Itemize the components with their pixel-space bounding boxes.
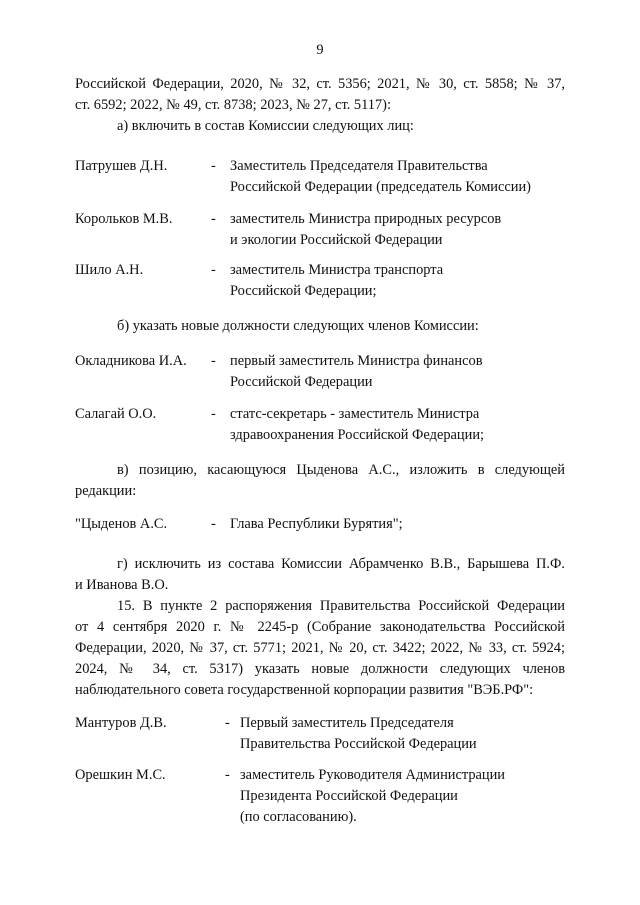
position-title <box>240 765 585 828</box>
position-title <box>230 351 575 393</box>
position-line: и экологии Российской Федерации <box>230 232 443 248</box>
dash-separator: - <box>211 211 216 227</box>
item-15-line-3: Федерации, 2020, № 37, ст. 5771; 2021, № 20, ст. 3422; 2022, № 33, ст. 5924; <box>75 640 565 656</box>
person-name: Шило А.Н. <box>75 262 144 278</box>
position-line: Российской Федерации <box>230 374 373 390</box>
item-15-line-1: 15. В пункте 2 распоряжения Правительства Российской Федерации <box>117 598 565 614</box>
list-v-entry-tsydenov <box>75 514 575 538</box>
person-name: Орешкин М.С. <box>75 767 166 783</box>
item-15-line-2: от 4 сентября 2020 г. № 2245-р (Собрание законодательства Российской <box>75 619 565 635</box>
position-title: Глава Республики Бурятия"; <box>230 516 403 532</box>
position-title <box>230 260 575 302</box>
item-15-line-4: 2024, № 34, ст. 5317) указать новые должности следующих членов <box>75 661 565 677</box>
intro-paragraph-line-1: Российской Федерации, 2020, № 32, ст. 5356; 2021, № 30, ст. 5858; № 37, <box>75 76 565 92</box>
person-name: Патрушев Д.Н. <box>75 158 168 174</box>
dash-separator: - <box>211 406 216 422</box>
position-line: Заместитель Председателя Правительства <box>230 158 488 174</box>
position-title <box>230 209 575 251</box>
position-line: Российской Федерации (председатель Комиссии) <box>230 179 531 195</box>
person-name: Мантуров Д.В. <box>75 715 167 731</box>
position-line: Правительства Российской Федерации <box>240 736 477 752</box>
position-line: статс-секретарь - заместитель Министра <box>230 406 480 422</box>
item-g-heading-line-2: и Иванова В.О. <box>75 577 169 593</box>
person-name: "Цыденов А.С. <box>75 516 168 532</box>
position-title <box>240 713 585 755</box>
position-title <box>230 404 575 446</box>
position-line: заместитель Министра транспорта <box>230 262 444 278</box>
person-name: Салагай О.О. <box>75 406 157 422</box>
item-a-heading: а) включить в состав Комиссии следующих лиц: <box>117 118 414 134</box>
position-title <box>230 156 575 198</box>
position-line: Российской Федерации; <box>230 283 377 299</box>
position-line: Первый заместитель Председателя <box>240 715 454 731</box>
person-name: Корольков М.В. <box>75 211 173 227</box>
intro-paragraph-line-2: ст. 6592; 2022, № 49, ст. 8738; 2023, № 27, ст. 5117): <box>75 97 391 113</box>
dash-separator: - <box>211 353 216 369</box>
position-line: (по согласованию). <box>240 809 357 825</box>
list-15-entry-oreshkin <box>75 765 575 835</box>
position-line: Президента Российской Федерации <box>240 788 458 804</box>
page-number: 9 <box>316 42 324 58</box>
position-line: заместитель Руководителя Администрации <box>240 767 506 783</box>
item-b-heading: б) указать новые должности следующих членов Комиссии: <box>117 318 479 334</box>
dash-separator: - <box>211 516 216 532</box>
item-g-heading-line-1: г) исключить из состава Комиссии Абрамченко В.В., Барышева П.Ф. <box>117 556 565 572</box>
dash-separator: - <box>211 158 216 174</box>
position-line: здравоохранения Российской Федерации; <box>230 427 485 443</box>
dash-separator: - <box>225 767 230 783</box>
item-v-heading-line-2: редакции: <box>75 483 137 499</box>
dash-separator: - <box>211 262 216 278</box>
item-15-line-5: наблюдательного совета государственной корпорации развития "ВЭБ.РФ": <box>75 682 534 698</box>
person-name: Окладникова И.А. <box>75 353 187 369</box>
item-v-heading-line-1: в) позицию, касающуюся Цыденова А.С., изложить в следующей <box>117 462 565 478</box>
dash-separator: - <box>225 715 230 731</box>
position-line: заместитель Министра природных ресурсов <box>230 211 502 227</box>
position-line: первый заместитель Министра финансов <box>230 353 483 369</box>
